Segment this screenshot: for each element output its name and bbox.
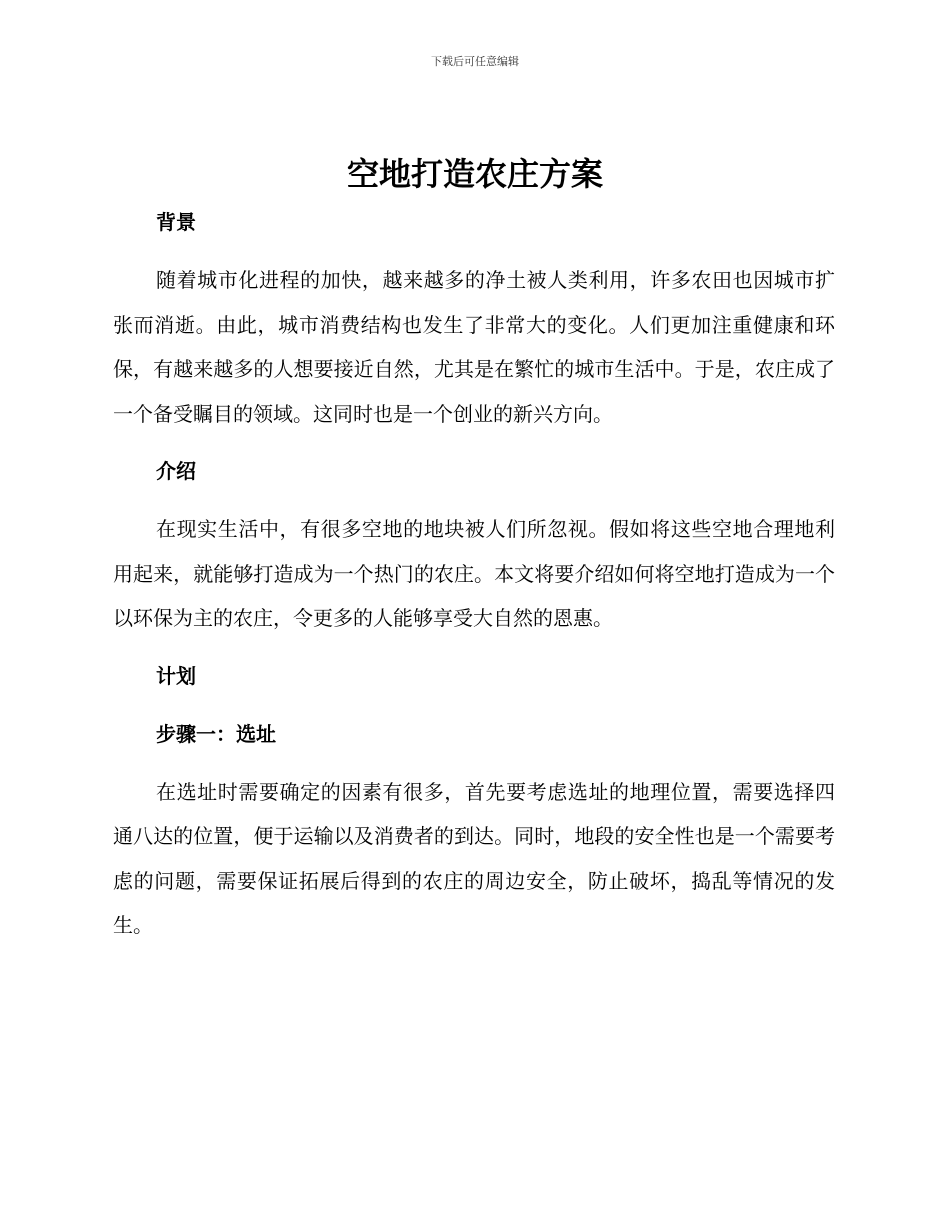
header-note: 下载后可任意编辑 — [431, 55, 519, 68]
section-heading-background: 背景 — [156, 210, 196, 234]
section-heading-plan: 计划 — [156, 663, 196, 688]
document-body — [113, 200, 835, 948]
document-title: 空地打造农庄方案 — [346, 155, 603, 193]
section-paragraph-intro: 在现实生活中，有很多空地的地块被人们所忽视。假如将这些空地合理地利用起来，就能够打造成为一个热门的农庄。本文将要介绍如何将空地打造成为一个以环保为主的农庄，令更多的人能够享受大自然的恩惠。 — [113, 517, 835, 630]
section-paragraph-step1: 在选址时需要确定的因素有很多，首先要考虑选址的地理位置，需要选择四通八达的位置，便于运输以及消费者的到达。同时，地段的安全性也是一个需要考虑的问题，需要保证拓展后得到的农庄的周边安全，防止破坏，捣乱等情况的发生。 — [113, 779, 835, 937]
section-paragraph-background: 随着城市化进程的加快，越来越多的净土被人类利用，许多农田也因城市扩张而消逝。由此，城市消费结构也发生了非常大的变化。人们更加注重健康和环保，有越来越多的人想要接近自然，尤其是在繁忙的城市生活中。于是，农庄成了一个备受瞩目的领域。这同时也是一个创业的新兴方向。 — [113, 268, 835, 426]
section-heading-step1: 步骤一：选址 — [156, 721, 276, 746]
section-heading-intro: 介绍 — [156, 459, 196, 483]
